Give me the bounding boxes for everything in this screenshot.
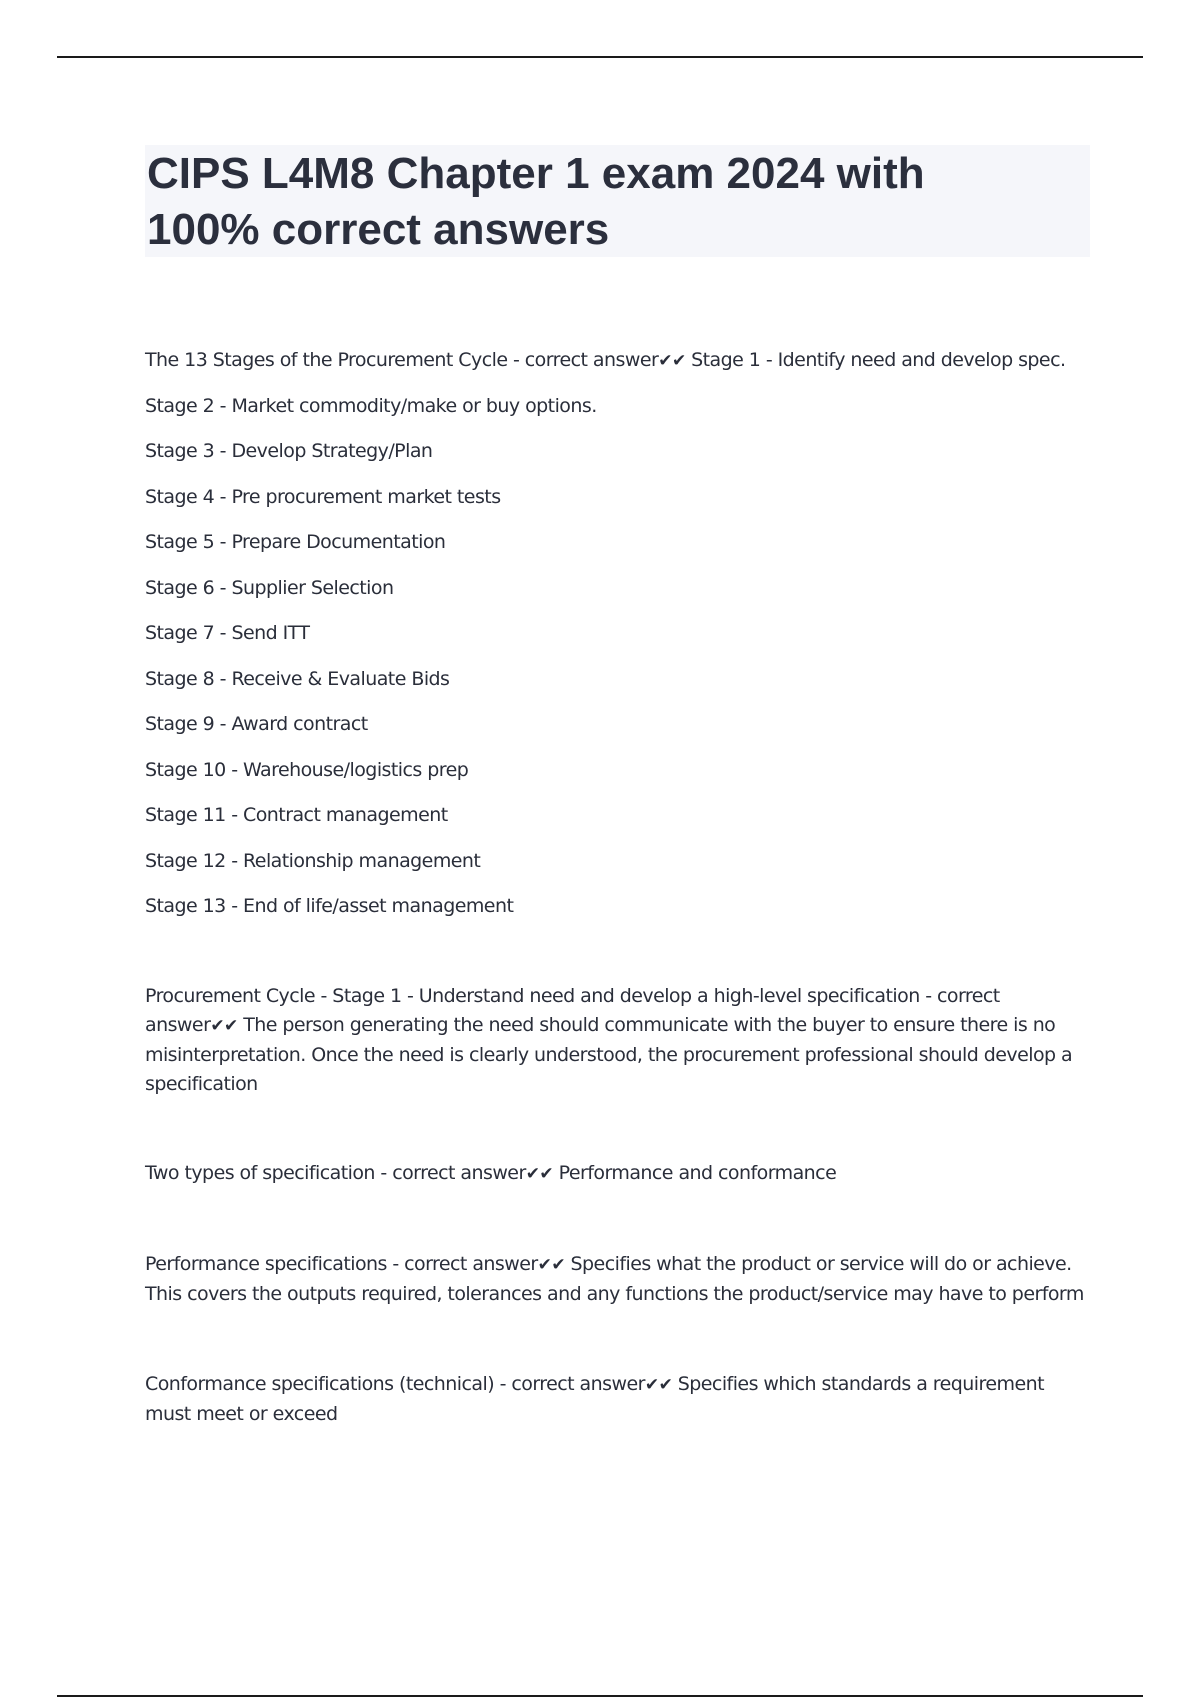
qa-answer: Performance and conformance [553, 1161, 837, 1184]
qa-item-performance-spec [145, 1250, 1095, 1309]
qa-question: Two types of specification - correct answer [145, 1161, 526, 1184]
qa-answer: Specifies which standards a requirement must meet or exceed [145, 1372, 1044, 1425]
page-title-line-2: 100% correct answers [147, 205, 610, 254]
qa-question-line [145, 345, 1095, 391]
qa-item-spec-types [145, 1159, 1095, 1189]
page-title-line-1: CIPS L4M8 Chapter 1 exam 2024 with [147, 149, 925, 198]
qa-answer: The person generating the need should communicate with the buyer to ensure there is no misinterpretation. Once the need is clearly understood, the procurement professional should develop a specification [145, 1013, 1073, 1095]
bottom-rule [57, 1695, 1143, 1697]
stage-item: Stage 4 - Pre procurement market tests [145, 485, 501, 508]
stage-item: Stage 6 - Supplier Selection [145, 576, 394, 599]
qa-item-stage-1 [145, 982, 1095, 1099]
qa-item-stages [145, 345, 1095, 937]
qa-answer: Stage 1 - Identify need and develop spec. [685, 349, 1066, 371]
checkmark-icon: ✔✔ [644, 1374, 673, 1395]
qa-question: The 13 Stages of the Procurement Cycle - correct answer [145, 349, 659, 371]
stage-item: Stage 7 - Send ITT [145, 622, 310, 644]
qa-answer: Specifies what the product or service will do or achieve. This covers the outputs required, tolerances and any functions the product/service may have to perform [145, 1252, 1084, 1305]
stage-item: Stage 3 - Develop Strategy/Plan [145, 440, 433, 462]
checkmark-icon: ✔✔ [210, 1015, 238, 1036]
checkmark-icon: ✔✔ [525, 1163, 554, 1184]
qa-question: Conformance specifications (technical) - correct answer [145, 1372, 645, 1395]
qa-item-conformance-spec [145, 1370, 1095, 1429]
stage-item: Stage 9 - Award contract [145, 713, 368, 735]
stage-item: Stage 12 - Relationship management [145, 849, 481, 872]
qa-question: Performance specifications - correct answer [145, 1252, 538, 1275]
qa-question: Procurement Cycle - Stage 1 - Understand need and develop a high-level specification - correct answer [145, 984, 1000, 1036]
page-title [147, 146, 1087, 258]
stage-item: Stage 8 - Receive & Evaluate Bids [145, 667, 450, 690]
document-content [145, 345, 1095, 1429]
checkmark-icon: ✔✔ [537, 1254, 566, 1275]
stage-item: Stage 2 - Market commodity/make or buy options. [145, 394, 597, 417]
stage-item: Stage 5 - Prepare Documentation [145, 531, 446, 553]
top-rule [57, 56, 1143, 58]
stage-item: Stage 13 - End of life/asset management [145, 895, 514, 917]
stage-item: Stage 10 - Warehouse/logistics prep [145, 758, 469, 781]
checkmark-icon: ✔✔ [658, 351, 686, 371]
stage-item: Stage 11 - Contract management [145, 804, 448, 826]
